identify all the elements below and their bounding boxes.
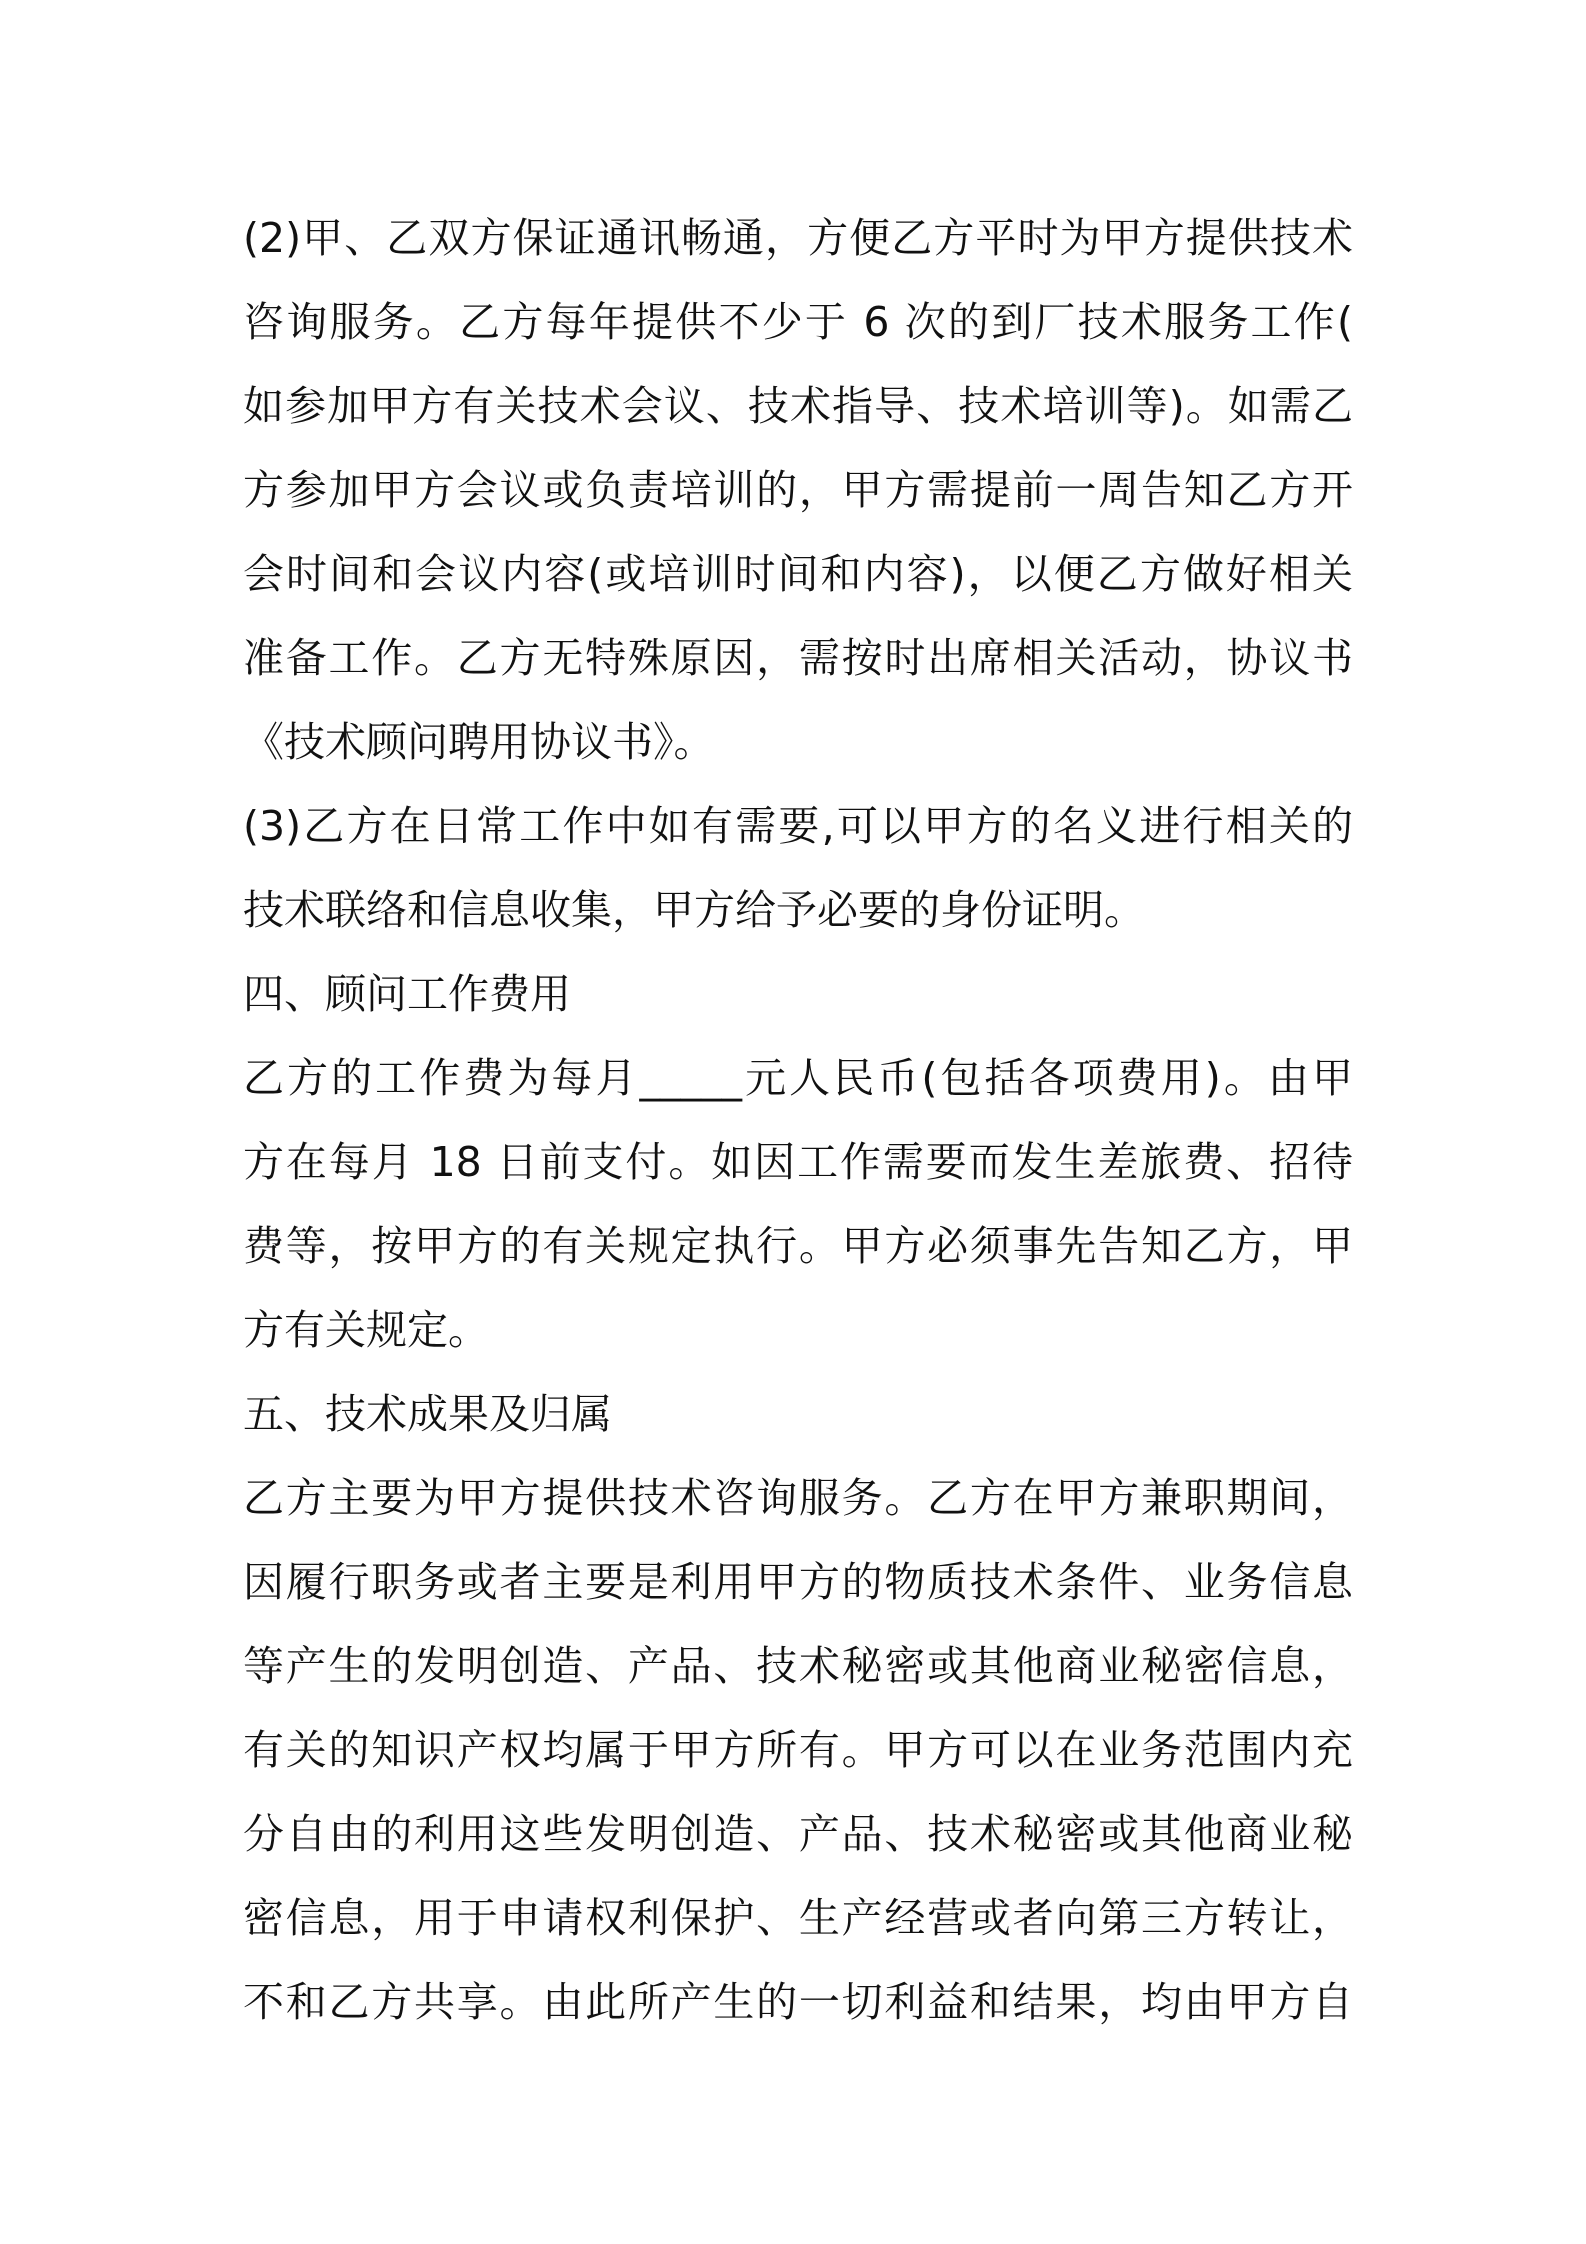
paragraph-line: 技术联络和信息收集，甲方给予必要的身份证明。: [243, 886, 1145, 934]
paragraph-line: 不和乙方共享。由此所产生的一切利益和结果，均由甲方自: [243, 1978, 1353, 2026]
paragraph-line: 因履行职务或者主要是利用甲方的物质技术条件、业务信息: [243, 1558, 1353, 1606]
paragraph-line: (2)甲、乙双方保证通讯畅通，方便乙方平时为甲方提供技术: [243, 214, 1353, 262]
paragraph-line: 密信息，用于申请权利保护、生产经营或者向第三方转让，: [243, 1894, 1353, 1942]
paragraph-line: 方有关规定。: [243, 1306, 489, 1354]
paragraph-line: 方参加甲方会议或负责培训的，甲方需提前一周告知乙方开: [243, 466, 1353, 514]
section-heading: 五、技术成果及归属: [243, 1390, 612, 1438]
paragraph-line: (3)乙方在日常工作中如有需要,可以甲方的名义进行相关的: [243, 802, 1353, 850]
paragraph-line: 《技术顾问聘用协议书》。: [243, 718, 715, 766]
section-heading: 四、顾问工作费用: [243, 970, 571, 1018]
paragraph-line: 准备工作。乙方无特殊原因，需按时出席相关活动，协议书: [243, 634, 1353, 682]
paragraph-line: 费等，按甲方的有关规定执行。甲方必须事先告知乙方，甲: [243, 1222, 1353, 1270]
paragraph-line: 分自由的利用这些发明创造、产品、技术秘密或其他商业秘: [243, 1810, 1353, 1858]
paragraph-line: 乙方主要为甲方提供技术咨询服务。乙方在甲方兼职期间，: [243, 1474, 1353, 1522]
paragraph-line: 如参加甲方有关技术会议、技术指导、技术培训等)。如需乙: [243, 382, 1353, 430]
paragraph-line: 咨询服务。乙方每年提供不少于 6 次的到厂技术服务工作(: [243, 298, 1353, 346]
paragraph-line: 等产生的发明创造、产品、技术秘密或其他商业秘密信息，: [243, 1642, 1353, 1690]
paragraph-line: 方在每月 18 日前支付。如因工作需要而发生差旅费、招待: [243, 1138, 1353, 1186]
paragraph-line: 有关的知识产权均属于甲方所有。甲方可以在业务范围内充: [243, 1726, 1353, 1774]
document-body: [243, 196, 1353, 2044]
paragraph-line: 乙方的工作费为每月_____元人民币(包括各项费用)。由甲: [243, 1054, 1353, 1102]
paragraph-line: 会时间和会议内容(或培训时间和内容)，以便乙方做好相关: [243, 550, 1353, 598]
